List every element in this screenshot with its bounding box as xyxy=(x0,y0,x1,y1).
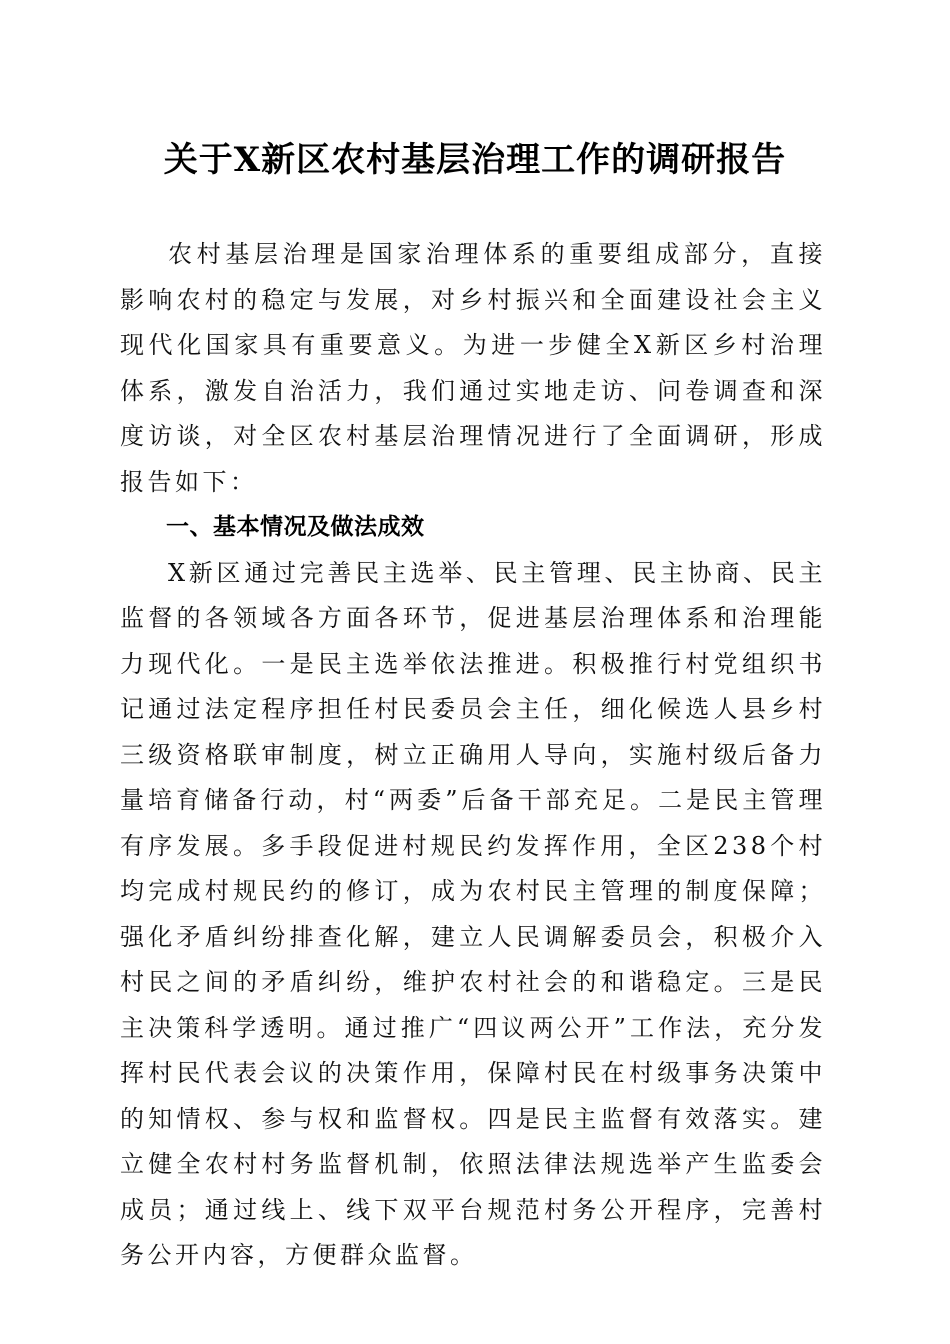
document-body xyxy=(120,232,826,1279)
section-heading-basic-situation: 一、基本情况及做法成效 xyxy=(166,514,425,540)
section-paragraph-basic-situation: X新区通过完善民主选举、民主管理、民主协商、民主监督的各领域各方面各环节，促进基层治理体系和治理能力现代化。一是民主选举依法推进。积极推行村党组织书记通过法定程序担任村民委员会主任，细化候选人县乡村三级资格联审制度，树立正确用人导向，实施村级后备力量培育储备行动，村“两委”后备干部充足。二是民主管理有序发展。多手段促进村规民约发挥作用，全区238个村均完成村规民约的修订，成为农村民主管理的制度保障；强化矛盾纠纷排查化解，建立人民调解委员会，积极介入村民之间的矛盾纠纷，维护农村社会的和谐稳定。三是民主决策科学透明。通过推广“四议两公开”工作法，充分发挥村民代表会议的决策作用，保障村民在村级事务决策中的知情权、参与权和监督权。四是民主监督有效落实。建立健全农村村务监督机制，依照法律法规选举产生监委会成员；通过线上、线下双平台规范村务公开程序，完善村务公开内容，方便群众监督。 xyxy=(120,558,826,1269)
document-title: 关于X新区农村基层治理工作的调研报告 xyxy=(163,140,787,180)
intro-paragraph: 农村基层治理是国家治理体系的重要组成部分，直接影响农村的稳定与发展，对乡村振兴和全面建设社会主义现代化国家具有重要意义。为进一步健全X新区乡村治理体系，激发自治活力，我们通过实地走访、问卷调查和深度访谈，对全区农村基层治理情况进行了全面调研，形成报告如下： xyxy=(120,240,826,496)
